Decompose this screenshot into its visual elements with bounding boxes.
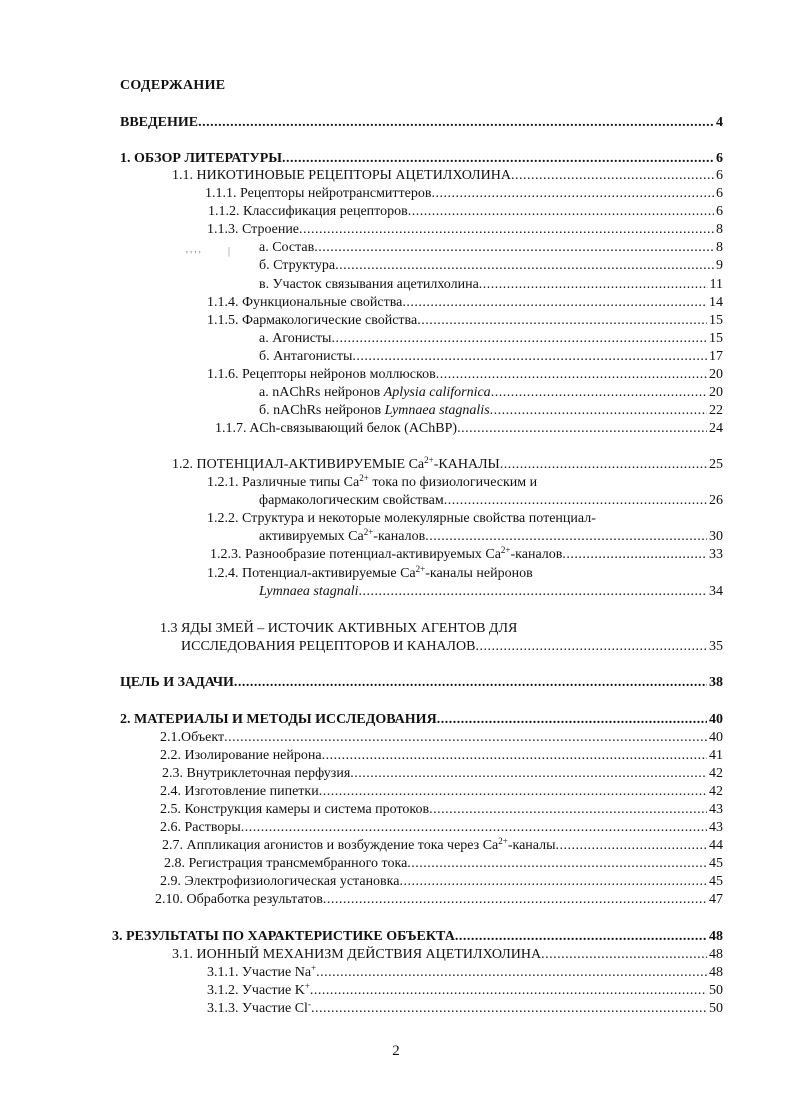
toc-label: фармакологическим свойствам (259, 493, 444, 508)
toc-page: 15 (709, 313, 723, 328)
toc-page: 8 (716, 240, 723, 255)
toc-page: 14 (709, 295, 723, 310)
toc-page: 42 (709, 784, 723, 799)
toc-label: 1.1.3. Строение (207, 222, 300, 237)
dot-leader (316, 964, 707, 981)
label-text: -каналов (510, 547, 563, 562)
dot-leader (425, 528, 707, 545)
toc-label: 2. МАТЕРИАЛЫ И МЕТОДЫ ИССЛЕДОВАНИЯ (120, 712, 437, 727)
toc-entry-s2[interactable] (120, 711, 723, 728)
toc-page: 20 (709, 367, 723, 382)
toc-page: 25 (709, 457, 723, 472)
toc-label: 2.8. Регистрация трансмембранного тока (164, 856, 408, 871)
toc-entry-s1-2-1[interactable] (259, 492, 723, 509)
toc-entry-s1-1-3b[interactable] (259, 257, 723, 274)
dot-leader (299, 221, 714, 238)
dot-leader (476, 638, 708, 655)
dot-leader (408, 203, 714, 220)
toc-page: 24 (709, 421, 723, 436)
toc-page: 45 (709, 856, 723, 871)
toc-entry-s1-2-2[interactable] (259, 528, 723, 545)
scan-speck: ' ' ' ' (186, 250, 201, 261)
toc-entry-s1-1-6b[interactable] (259, 402, 723, 419)
toc-entry-s1-1-2[interactable] (208, 203, 723, 220)
toc-label: ЦЕЛЬ И ЗАДАЧИ (120, 675, 234, 690)
toc-page: 4 (716, 115, 723, 130)
toc-entry-s2-5[interactable] (160, 801, 723, 818)
superscript: 2+ (500, 545, 511, 555)
toc-entry-s1-3[interactable] (181, 638, 723, 655)
dot-leader (417, 312, 707, 329)
toc-label: 2.6. Растворы (160, 820, 241, 835)
toc-label: в. Участок связывания ацетилхолина (259, 277, 479, 292)
toc-page: 6 (716, 186, 723, 201)
toc-page: 26 (709, 493, 723, 508)
toc-label: 1.1.7. ACh-связывающий белок (AChBP) (215, 421, 458, 436)
toc-label: а. Агонисты (259, 331, 332, 346)
toc-label: ВВЕДЕНИЕ (120, 115, 199, 130)
dot-leader (541, 946, 707, 963)
dot-leader (322, 747, 707, 764)
toc-page: 8 (716, 222, 723, 237)
label-text: -КАНАЛЫ (433, 457, 500, 472)
toc-entry-s1-1-3[interactable] (207, 221, 723, 238)
toc-label: б. Структура (259, 258, 336, 273)
dot-leader (437, 711, 707, 728)
species-name: Lymnaea stagnalis (384, 403, 490, 418)
toc-entry-s1-3-line1[interactable]: 1.3 ЯДЫ ЗМЕЙ – ИСТОЧИК АКТИВНЫХ АГЕНТОВ ДЛЯ (160, 621, 518, 636)
dot-leader (491, 384, 707, 401)
toc-entry-s1-1-3c[interactable] (259, 276, 723, 293)
toc-entry-s1-1-5b[interactable] (259, 348, 723, 365)
dot-leader (335, 257, 714, 274)
toc-label: 2.3. Внутриклеточная перфузия (162, 766, 351, 781)
toc-page: 6 (716, 151, 723, 166)
page-number: 2 (392, 1043, 400, 1059)
toc-label (172, 456, 500, 473)
toc-page: 30 (709, 529, 723, 544)
dot-leader (241, 819, 707, 836)
toc-label (259, 583, 359, 600)
toc-page: 38 (709, 675, 723, 690)
toc-label: 3. РЕЗУЛЬТАТЫ ПО ХАРАКТЕРИСТИКЕ ОБЪЕКТА (112, 929, 455, 944)
dot-leader (457, 420, 707, 437)
toc-page: 48 (709, 965, 723, 980)
toc-page: 50 (709, 1001, 723, 1016)
toc-entry-s1-1-4[interactable] (207, 294, 723, 311)
toc-entry-s2-1[interactable] (160, 729, 723, 746)
toc-entry-s3[interactable] (112, 928, 723, 945)
toc-label (207, 1000, 311, 1017)
toc-entry-s1-2-4-line1[interactable] (207, 565, 533, 582)
toc-entry-s3-1-3[interactable] (207, 1000, 723, 1017)
toc-label: 1.1.2. Классификация рецепторов (208, 204, 408, 219)
toc-page: 20 (709, 385, 723, 400)
toc-label: 1.1.6. Рецепторы нейронов моллюсков (207, 367, 436, 382)
toc-entry-s2-2[interactable] (160, 747, 723, 764)
dot-leader (359, 583, 707, 600)
superscript: - (307, 999, 311, 1009)
toc-label: 1.1.1. Рецепторы нейротрансмиттеров (205, 186, 432, 201)
label-text: -каналы (507, 838, 556, 853)
scan-speck: | (228, 246, 231, 257)
toc-entry-aims[interactable] (120, 674, 723, 691)
toc-label: 2.1.Объект (160, 730, 225, 745)
dot-leader (556, 837, 707, 854)
toc-entry-s1-1-3a[interactable] (259, 239, 723, 256)
toc-entry-s1-2-3[interactable] (210, 546, 723, 563)
toc-label: а. Состав (259, 240, 315, 255)
dot-leader (562, 546, 707, 563)
dot-leader (282, 150, 714, 167)
species-name: Lymnaea stagnali (259, 584, 359, 599)
toc-page: 34 (709, 584, 723, 599)
dot-leader (399, 873, 707, 890)
label-text: 1.2.4. Потенциал-активируемые Ca (207, 566, 416, 581)
dot-leader (429, 801, 707, 818)
toc-entry-s3-1-2[interactable] (207, 982, 723, 999)
toc-entry-s3-1-1[interactable] (207, 964, 723, 981)
label-text: тока по физиологическим и (368, 475, 538, 490)
dot-leader (500, 456, 707, 473)
dot-leader (311, 1000, 707, 1017)
toc-page: 42 (709, 766, 723, 781)
toc-label (210, 546, 562, 563)
toc-entry-s2-9[interactable] (160, 873, 723, 890)
toc-page: 43 (709, 820, 723, 835)
toc-entry-s2-7[interactable] (162, 837, 723, 854)
label-text: -каналы нейронов (425, 566, 533, 581)
dot-leader (432, 185, 715, 202)
toc-label: ИССЛЕДОВАНИЯ РЕЦЕПТОРОВ И КАНАЛОВ (181, 639, 476, 654)
dot-leader (490, 402, 707, 419)
toc-entry-s2-6[interactable] (160, 819, 723, 836)
toc-entry-s1-2-1-line1[interactable] (207, 474, 537, 491)
toc-page: 47 (709, 892, 723, 907)
toc-label: 2.4. Изготовление пипетки (160, 784, 319, 799)
dot-leader (319, 783, 707, 800)
superscript: + (304, 981, 310, 991)
toc-page: 45 (709, 874, 723, 889)
toc-page: 22 (709, 403, 723, 418)
toc-page: 6 (716, 168, 723, 183)
toc-entry-s1-1-6[interactable] (207, 366, 723, 383)
toc-label: 1.1. НИКОТИНОВЫЕ РЕЦЕПТОРЫ АЦЕТИЛХОЛИНА (172, 168, 511, 183)
toc-page: 43 (709, 802, 723, 817)
dot-leader (224, 729, 707, 746)
superscript: 2+ (363, 527, 374, 537)
toc-entry-s2-8[interactable] (164, 855, 723, 872)
toc-entry-s2-3[interactable] (162, 765, 723, 782)
dot-leader (310, 982, 707, 999)
label-text: 3.1.2. Участие K (207, 983, 305, 998)
toc-page: 41 (709, 748, 723, 763)
toc-label: 2.10. Обработка результатов (155, 892, 323, 907)
toc-entry-s1-2[interactable] (172, 456, 723, 473)
page-heading: СОДЕРЖАНИЕ (120, 78, 226, 93)
toc-page: 33 (709, 547, 723, 562)
label-text: 3.1.1. Участие Na (207, 965, 312, 980)
toc-entry-s1-1-5[interactable] (207, 312, 723, 329)
toc-entry-s1-1-1[interactable] (205, 185, 723, 202)
dot-leader (402, 294, 707, 311)
dot-leader (198, 114, 714, 131)
dot-leader (511, 167, 714, 184)
toc-page: 50 (709, 983, 723, 998)
toc-entry-s1-2-4[interactable] (259, 583, 723, 600)
dot-leader (234, 674, 707, 691)
label-text: 2.7. Аппликация агонистов и возбуждение тока через Ca (162, 838, 499, 853)
toc-page: 35 (709, 639, 723, 654)
toc-entry-s1[interactable] (120, 150, 723, 167)
toc-label (207, 982, 310, 999)
toc-entry-s3-1[interactable] (172, 946, 723, 963)
toc-entry-s1-1[interactable] (172, 167, 723, 184)
toc-label (259, 402, 490, 419)
toc-page: 48 (709, 947, 723, 962)
toc-entry-s1-1-6a[interactable] (259, 384, 723, 401)
toc-label: 2.2. Изолирование нейрона (160, 748, 322, 763)
superscript: 2+ (415, 564, 426, 574)
toc-label: 1. ОБЗОР ЛИТЕРАТУРЫ (120, 151, 283, 166)
dot-leader (444, 492, 707, 509)
toc-page: 40 (709, 712, 723, 727)
dot-leader (352, 348, 707, 365)
toc-entry-s1-2-2-line1[interactable]: 1.2.2. Структура и некоторые молекулярные свойства потенциал- (207, 511, 596, 526)
label-text: 1.2. ПОТЕНЦИАЛ-АКТИВИРУЕМЫЕ Ca (172, 457, 425, 472)
toc-entry-s2-10[interactable] (155, 891, 723, 908)
toc-label: 2.9. Электрофизиологическая установка (160, 874, 400, 889)
toc-page: 40 (709, 730, 723, 745)
superscript: 2+ (359, 473, 369, 483)
toc-page: 15 (709, 331, 723, 346)
label-text: -каналов (373, 529, 426, 544)
dot-leader (350, 765, 707, 782)
label-text: 1.2.3. Разнообразие потенциал-активируемых Ca (210, 547, 501, 562)
label-text: 1.2.1. Различные типы Ca (207, 475, 360, 490)
toc-page: 9 (716, 258, 723, 273)
species-name: Aplysia californica (383, 385, 491, 400)
dot-leader (407, 855, 707, 872)
toc-label-prefix: б. nAChRs нейронов (259, 403, 385, 418)
toc-label (162, 837, 556, 854)
toc-label: 1.1.5. Фармакологические свойства (207, 313, 418, 328)
superscript: 2+ (498, 836, 508, 846)
toc-label: 1.1.4. Функциональные свойства (207, 295, 403, 310)
dot-leader (314, 239, 714, 256)
toc-label: б. Антагонисты (259, 349, 353, 364)
dot-leader (323, 891, 707, 908)
dot-leader (455, 928, 707, 945)
toc-page: 44 (709, 838, 723, 853)
label-text: активируемых Ca (259, 529, 364, 544)
toc-entry-s1-1-5a[interactable] (259, 330, 723, 347)
dot-leader (479, 276, 708, 293)
toc-label-prefix: а. nAChRs нейронов (259, 385, 384, 400)
toc-entry-intro[interactable] (120, 114, 723, 131)
toc-label: 3.1. ИОННЫЙ МЕХАНИЗМ ДЕЙСТВИЯ АЦЕТИЛХОЛИНА (172, 947, 542, 962)
toc-label (259, 384, 491, 401)
superscript: 2+ (424, 455, 434, 465)
toc-label (207, 964, 316, 981)
toc-page: 17 (709, 349, 723, 364)
toc-entry-s2-4[interactable] (160, 783, 723, 800)
toc-page: 11 (709, 277, 723, 292)
toc-entry-s1-1-7[interactable] (215, 420, 723, 437)
toc-label: 2.5. Конструкция камеры и система протоков (160, 802, 430, 817)
toc-page: 48 (709, 929, 723, 944)
label-text: 3.1.3. Участие Cl (207, 1001, 308, 1016)
toc-page: 6 (716, 204, 723, 219)
dot-leader (331, 330, 707, 347)
superscript: + (311, 963, 317, 973)
dot-leader (436, 366, 707, 383)
toc-label (259, 528, 425, 545)
